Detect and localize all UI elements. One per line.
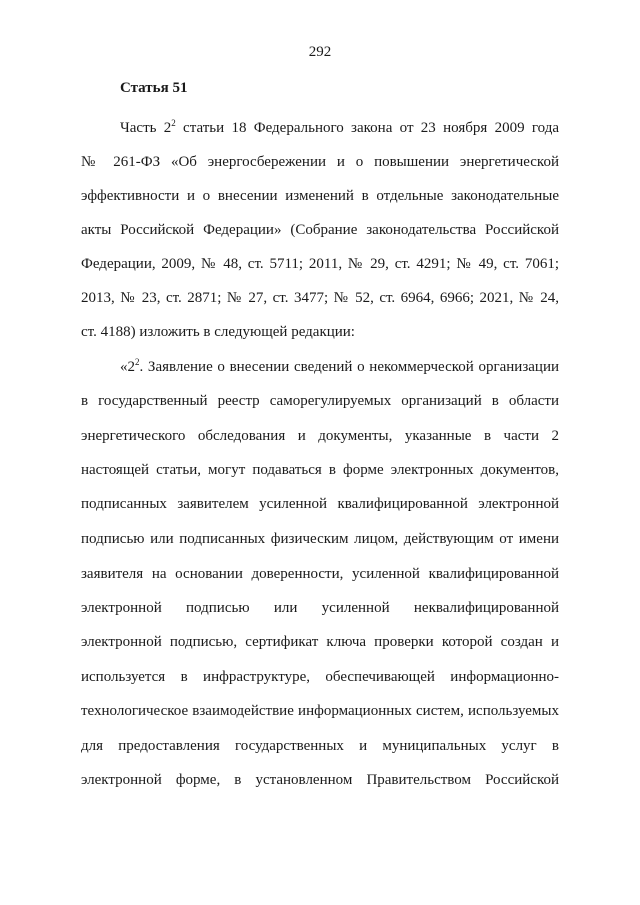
paragraph-1-line: 2013, № 23, ст. 2871; № 27, ст. 3477; № 52, ст. 6964, 6966; 2021, № 24, [81,290,559,306]
paragraph-1-line-1 [120,118,559,138]
article-heading: Статья 51 [120,80,188,96]
paragraph-2-line: электронной подписью или усиленной неквалифицированной [81,600,559,616]
paragraph-2-line: настоящей статьи, могут подаваться в форме электронных документов, [81,462,559,478]
text-run: «2 [120,359,135,375]
paragraph-2-line: используется в инфраструктуре, обеспечивающей информационно- [81,669,559,685]
paragraph-1-line: ст. 4188) изложить в следующей редакции: [81,324,355,340]
superscript: 2 [171,118,176,128]
superscript: 2 [135,357,140,367]
text-run: . Заявление о внесении сведений о некоммерческой организации [139,359,559,375]
paragraph-1-line: акты Российской Федерации» (Собрание законодательства Российской [81,222,559,238]
paragraph-2-line-1 [120,357,559,377]
paragraph-1-line: Федерации, 2009, № 48, ст. 5711; 2011, № 29, ст. 4291; № 49, ст. 7061; [81,256,559,272]
paragraph-2-line: для предоставления государственных и муниципальных услуг в [81,738,559,754]
paragraph-2-line: заявителя на основании доверенности, усиленной квалифицированной [81,566,559,582]
paragraph-2-line: подписанных заявителем усиленной квалифицированной электронной [81,496,559,512]
paragraph-2-line: подписью или подписанных физическим лицом, действующим от имени [81,531,559,547]
paragraph-2-line: в государственный реестр саморегулируемых организаций в области [81,393,559,409]
paragraph-1-line: № 261-ФЗ «Об энергосбережении и о повышении энергетической [81,154,559,170]
paragraph-1-line: эффективности и о внесении изменений в отдельные законодательные [81,188,559,204]
text-run: Часть 2 [120,120,172,136]
text-run: статьи 18 Федерального закона от 23 ноября 2009 года [175,120,559,136]
paragraph-2-line: электронной подписью, сертификат ключа проверки которой создан и [81,634,559,650]
paragraph-2-line: технологическое взаимодействие информационных систем, используемых [81,703,559,719]
paragraph-2-line: энергетического обследования и документы, указанные в части 2 [81,428,559,444]
paragraph-2-line: электронной форме, в установленном Правительством Российской [81,772,559,788]
page-number: 292 [308,44,332,60]
